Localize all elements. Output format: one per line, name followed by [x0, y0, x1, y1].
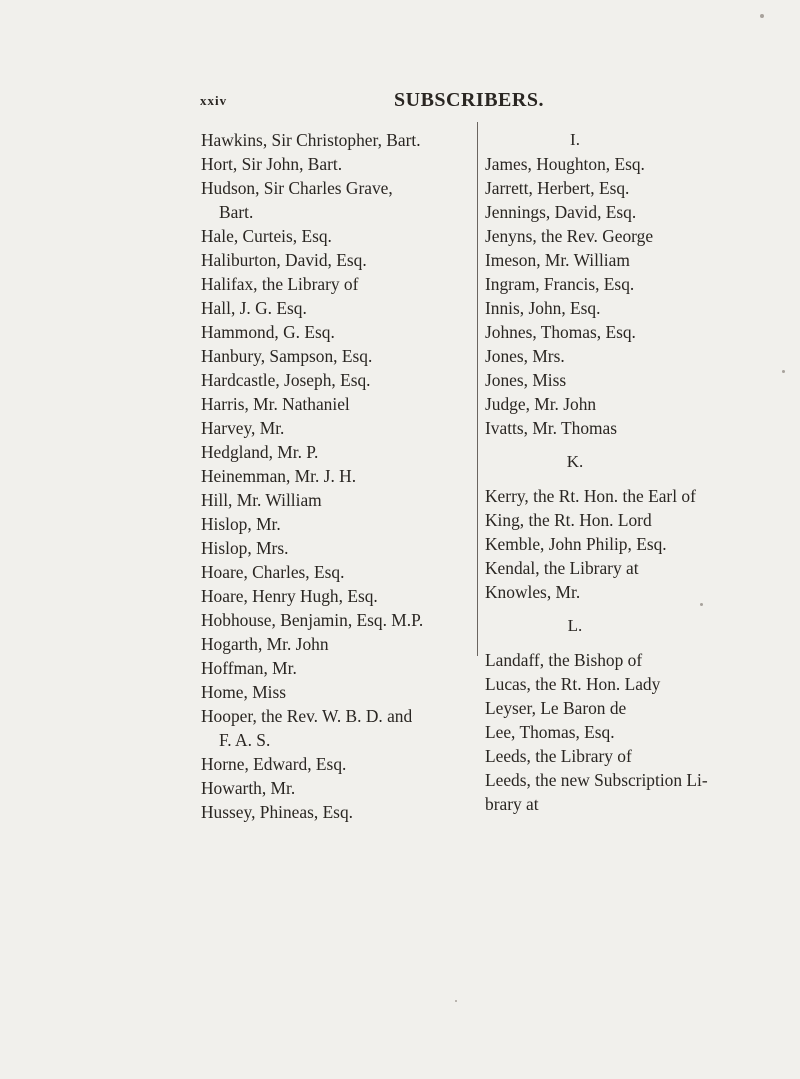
- list-item: Kendal, the Library at: [485, 558, 639, 578]
- paper-speck: [782, 370, 785, 373]
- column-divider: [477, 122, 478, 656]
- list-item: Heinemman, Mr. J. H.: [201, 466, 357, 486]
- list-item: Jones, Mrs.: [485, 346, 565, 366]
- list-item: Ivatts, Mr. Thomas: [485, 418, 618, 438]
- list-item: Lee, Thomas, Esq.: [485, 722, 615, 742]
- list-item: King, the Rt. Hon. Lord: [485, 510, 652, 530]
- list-item: Hammond, G. Esq.: [201, 322, 335, 342]
- list-item: Horne, Edward, Esq.: [201, 754, 347, 774]
- list-item: Hardcastle, Joseph, Esq.: [201, 370, 371, 390]
- list-item: Hawkins, Sir Christopher, Bart.: [201, 130, 421, 150]
- paper-speck: [700, 603, 703, 606]
- subscriber-list-right: [485, 128, 715, 816]
- list-item: Jenyns, the Rev. George: [485, 226, 654, 246]
- list-item: Leeds, the new Subscription Li-: [485, 770, 708, 790]
- list-item: Hoare, Henry Hugh, Esq.: [201, 586, 378, 606]
- list-item: Imeson, Mr. William: [485, 250, 630, 270]
- list-item: Halifax, the Library of: [201, 274, 359, 294]
- list-item: Harris, Mr. Nathaniel: [201, 394, 350, 414]
- list-item: Innis, John, Esq.: [485, 298, 601, 318]
- list-item: Hoffman, Mr.: [201, 658, 297, 678]
- list-item: Hislop, Mrs.: [201, 538, 289, 558]
- list-item: Bart.: [219, 202, 254, 222]
- list-item: Hedgland, Mr. P.: [201, 442, 319, 462]
- list-item: Landaff, the Bishop of: [485, 650, 643, 670]
- list-item: Kerry, the Rt. Hon. the Earl of: [485, 486, 696, 506]
- list-item: Judge, Mr. John: [485, 394, 597, 414]
- section-letter: I.: [570, 130, 580, 149]
- list-item: Hogarth, Mr. John: [201, 634, 329, 654]
- section-letter: K.: [566, 452, 584, 471]
- subscriber-list-left: [201, 128, 466, 824]
- list-item: Hale, Curteis, Esq.: [201, 226, 332, 246]
- paper-speck: [455, 1000, 457, 1002]
- list-item: Kemble, John Philip, Esq.: [485, 534, 667, 554]
- list-item: Haliburton, David, Esq.: [201, 250, 367, 270]
- list-item: Hanbury, Sampson, Esq.: [201, 346, 373, 366]
- list-item: F. A. S.: [219, 730, 271, 750]
- list-item: Knowles, Mr.: [485, 582, 581, 602]
- list-item: brary at: [485, 794, 539, 814]
- section-letter: L.: [567, 616, 583, 635]
- running-head: [200, 89, 620, 119]
- list-item: James, Houghton, Esq.: [485, 154, 645, 174]
- list-item: Hudson, Sir Charles Grave,: [201, 178, 393, 198]
- list-item: Hill, Mr. William: [201, 490, 322, 510]
- list-item: Ingram, Francis, Esq.: [485, 274, 635, 294]
- list-item: Johnes, Thomas, Esq.: [485, 322, 636, 342]
- list-item: Jennings, David, Esq.: [485, 202, 637, 222]
- list-item: Howarth, Mr.: [201, 778, 296, 798]
- list-item: Hussey, Phineas, Esq.: [201, 802, 353, 822]
- list-item: Jones, Miss: [485, 370, 567, 390]
- list-item: Jarrett, Herbert, Esq.: [485, 178, 630, 198]
- list-item: Hall, J. G. Esq.: [201, 298, 307, 318]
- list-item: Leeds, the Library of: [485, 746, 632, 766]
- paper-speck: [760, 14, 764, 18]
- list-item: Hobhouse, Benjamin, Esq. M.P.: [201, 610, 424, 630]
- list-item: Lucas, the Rt. Hon. Lady: [485, 674, 661, 694]
- list-item: Hoare, Charles, Esq.: [201, 562, 345, 582]
- page-number: xxiv: [200, 93, 228, 108]
- list-item: Hislop, Mr.: [201, 514, 281, 534]
- list-item: Hort, Sir John, Bart.: [201, 154, 343, 174]
- list-item: Hooper, the Rev. W. B. D. and: [201, 706, 413, 726]
- list-item: Leyser, Le Baron de: [485, 698, 627, 718]
- page-title: SUBSCRIBERS.: [394, 89, 544, 111]
- list-item: Harvey, Mr.: [201, 418, 285, 438]
- list-item: Home, Miss: [201, 682, 287, 702]
